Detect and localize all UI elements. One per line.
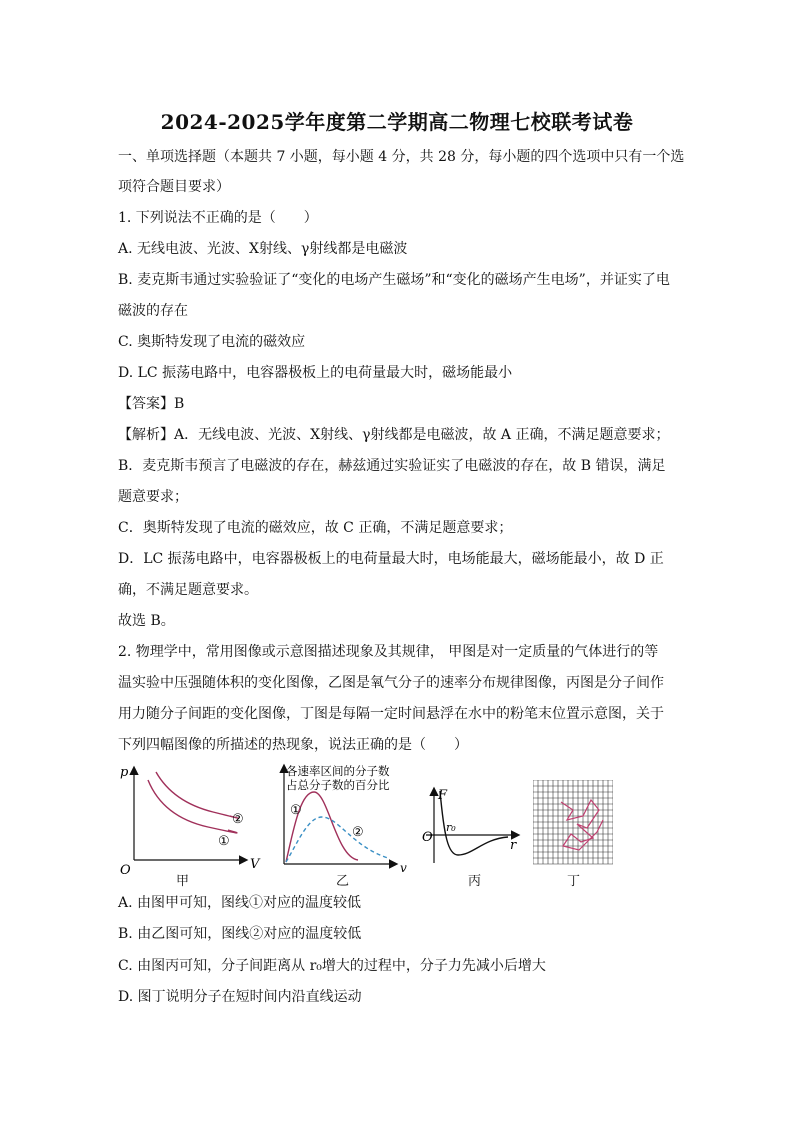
q1-analysis-d-cont: 确，不满足题意要求。	[118, 582, 258, 598]
figure-jia	[118, 762, 268, 887]
jia-curve2-label: ②	[232, 812, 244, 827]
question-2-stem-2: 温实验中压强随体积的变化图像，乙图是氧气分子的速率分布规律图像，丙图是分子间作	[118, 675, 664, 691]
section-heading: 一、单项选择题（本题共 7 小题，每小题 4 分，共 28 分，每小题的四个选项中只有一个选	[118, 149, 685, 165]
figure-bing-caption: 丙	[468, 874, 482, 889]
jia-origin: O	[120, 863, 131, 878]
section-heading-cont: 项符合题目要求）	[118, 179, 230, 195]
figure-ding	[533, 780, 613, 889]
q1-analysis-a: 【解析】A．无线电波、光波、X射线、γ射线都是电磁波，故 A 正确，不满足题意要求；	[118, 427, 670, 443]
q2-option-c: C. 由图丙可知，分子间距离从 r₀增大的过程中，分子力先减小后增大	[118, 958, 546, 974]
page-title: 2024-2025学年度第二学期高二物理七校联考试卷	[160, 110, 634, 134]
jia-y-label: p	[120, 765, 129, 780]
question-1-stem: 1. 下列说法不正确的是（ ）	[118, 210, 318, 226]
yi-curve1-label: ①	[290, 803, 302, 818]
question-2-stem: 2. 物理学中，常用图像或示意图描述现象及其规律， 甲图是对一定质量的气体进行的等	[118, 644, 659, 660]
q1-option-c: C. 奥斯特发现了电流的磁效应	[118, 334, 306, 350]
q1-analysis-b: B．麦克斯韦预言了电磁波的存在，赫兹通过实验证实了电磁波的存在，故 B 错误，满足	[118, 458, 666, 474]
q2-option-d: D. 图丁说明分子在短时间内沿直线运动	[118, 989, 362, 1005]
q1-analysis-d: D．LC 振荡电路中，电容器极板上的电荷量最大时，电场能最大，磁场能最小，故 D 正	[118, 551, 664, 567]
figure-ding-caption: 丁	[567, 874, 581, 889]
question-2-stem-4: 下列四幅图像的所描述的热现象，说法正确的是（ ）	[118, 737, 468, 753]
q1-analysis-c: C．奥斯特发现了电流的磁效应，故 C 正确，不满足题意要求；	[118, 520, 513, 536]
yi-y-label-2: 占总分子数的百分比	[286, 778, 390, 792]
q1-answer: 【答案】B	[118, 396, 185, 412]
bing-origin: O	[422, 830, 433, 845]
q1-option-b-cont: 磁波的存在	[118, 303, 188, 319]
yi-curve2-label: ②	[352, 825, 364, 840]
figure-yi-caption: 乙	[336, 874, 350, 889]
figure-bing	[418, 785, 523, 889]
yi-y-label-1: 各速率区间的分子数	[286, 764, 390, 778]
bing-x-label: r	[510, 838, 517, 853]
q2-option-b: B. 由乙图可知，图线②对应的温度较低	[118, 926, 362, 942]
q1-analysis-b-cont: 题意要求；	[118, 489, 188, 505]
q2-option-a: A. 由图甲可知，图线①对应的温度较低	[118, 895, 362, 911]
figure-yi	[278, 762, 413, 887]
jia-x-label: V	[250, 857, 260, 872]
q1-option-b: B. 麦克斯韦通过实验验证了“变化的电场产生磁场”和“变化的磁场产生电场”，并证实了电	[118, 272, 670, 288]
bing-y-label: F	[438, 788, 448, 803]
yi-x-label: v	[400, 861, 407, 875]
q1-option-d: D. LC 振荡电路中，电容器极板上的电荷量最大时，磁场能最小	[118, 365, 513, 381]
q1-option-a: A. 无线电波、光波、X射线、γ射线都是电磁波	[118, 241, 408, 257]
figure-jia-caption: 甲	[176, 874, 190, 889]
jia-curve1-label: ①	[218, 834, 230, 849]
q1-conclusion: 故选 B。	[118, 613, 175, 629]
question-2-stem-3: 用力随分子间距的变化图像，丁图是每隔一定时间悬浮在水中的粉笔末位置示意图，关于	[118, 706, 664, 722]
bing-r0-label: r₀	[446, 821, 456, 834]
